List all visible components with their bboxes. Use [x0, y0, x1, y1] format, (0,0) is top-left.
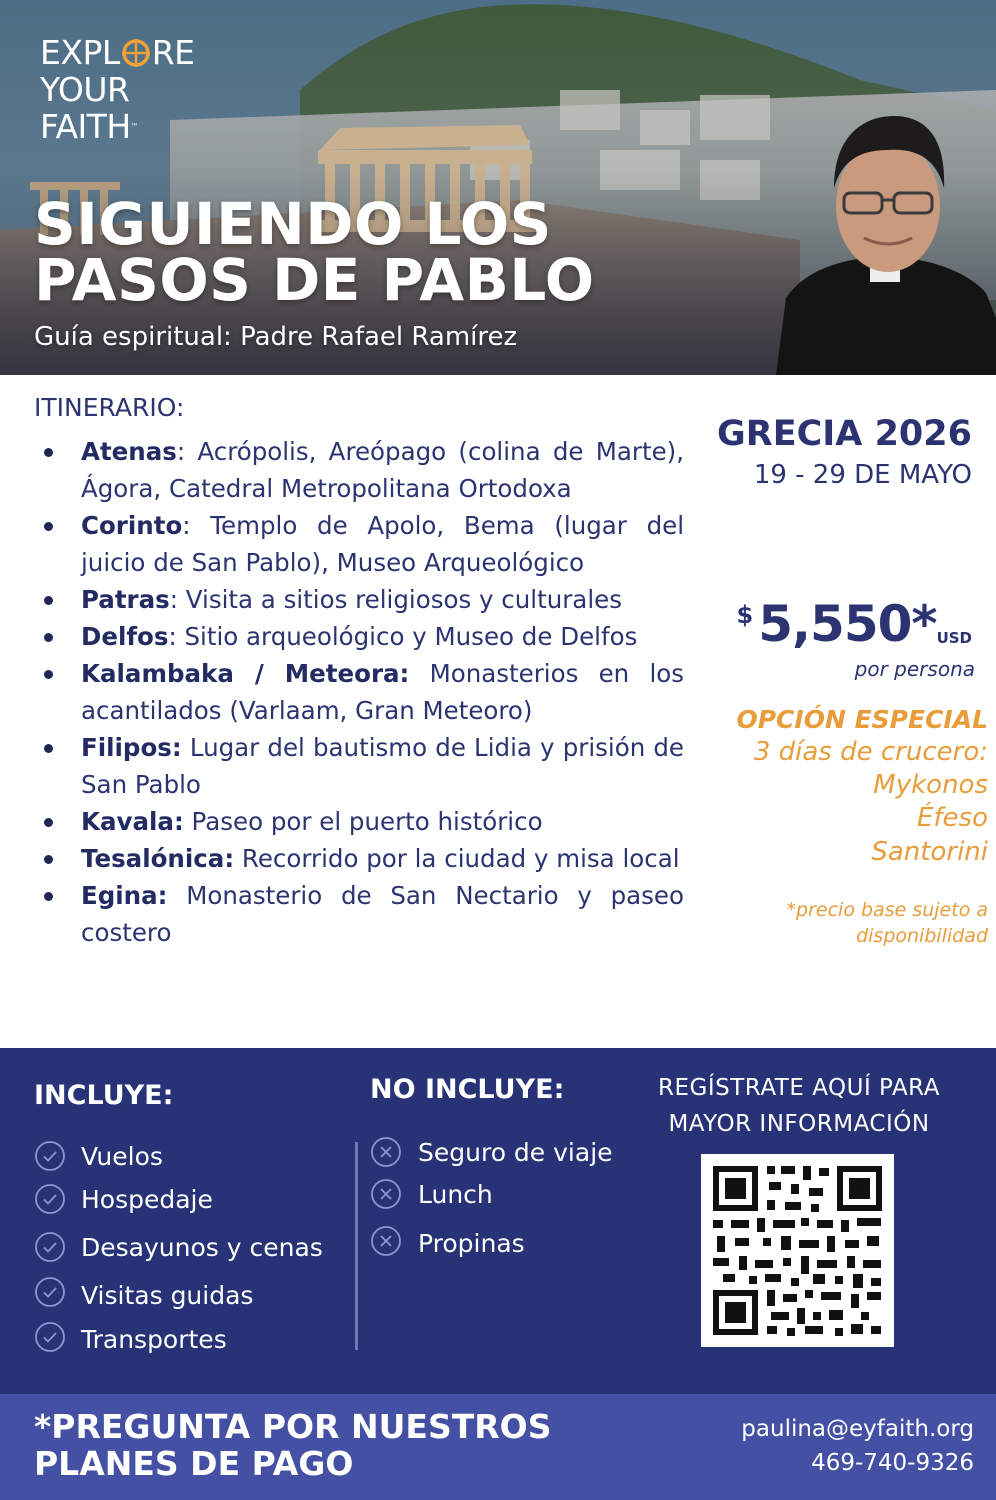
includes-heading: INCLUYE: [34, 1080, 174, 1111]
list-item: Tesalónica: Recorrido por la ciudad y misa local [40, 840, 684, 877]
priest-portrait [776, 88, 996, 375]
currency-symbol: $ [736, 601, 754, 629]
contact-phone[interactable]: 469-740-9326 [811, 1450, 974, 1476]
x-circle-icon [370, 1136, 402, 1168]
destination-title: GRECIA 2026 [717, 414, 972, 454]
compass-icon [121, 38, 151, 68]
register-prompt: REGÍSTRATE AQUÍ PARA MAYOR INFORMACIÓN [658, 1075, 940, 1137]
list-item: Egina: Monasterio de San Nectario y paseo costero [40, 877, 684, 951]
payment-plans-callout: *PREGUNTA POR NUESTROS PLANES DE PAGO [34, 1407, 552, 1483]
check-circle-icon [34, 1276, 66, 1308]
per-person-label: por persona [854, 657, 975, 681]
check-circle-icon [34, 1183, 66, 1215]
special-option-line: Mykonos [873, 770, 988, 800]
special-option-line: 3 días de crucero: [753, 737, 988, 767]
spiritual-guide-caption: Guía espiritual: Padre Rafael Ramírez [34, 322, 518, 352]
price-disclaimer: *precio base sujeto a disponibilidad [786, 899, 988, 947]
x-circle-icon [370, 1225, 402, 1257]
itinerary-list [40, 433, 684, 951]
price [700, 595, 972, 653]
qr-code[interactable] [701, 1154, 894, 1347]
trip-dates: 19 - 29 DE MAYO [753, 460, 972, 490]
contact-email[interactable]: paulina@eyfaith.org [741, 1416, 974, 1442]
column-divider [355, 1142, 358, 1350]
page-title: SIGUIENDO LOS PASOS DE PABLO [34, 190, 595, 314]
check-circle-icon [34, 1231, 66, 1263]
list-item: Delfos: Sitio arqueológico y Museo de Delfos [40, 618, 684, 655]
explore-your-faith-logo: EXPL RE YOUR FAITH™ [40, 33, 195, 146]
price-amount: 5,550* [758, 595, 937, 653]
contact-info [690, 1412, 974, 1480]
hero-banner [0, 0, 996, 375]
list-item: Kalambaka / Meteora: Monasterios en los acantilados (Varlaam, Gran Meteoro) [40, 655, 684, 729]
list-item: Filipos: Lugar del bautismo de Lidia y prisión de San Pablo [40, 729, 684, 803]
list-item: Patras: Visita a sitios religiosos y culturales [40, 581, 684, 618]
special-option-line: Santorini [871, 837, 988, 867]
list-item: Corinto: Templo de Apolo, Bema (lugar del juicio de San Pablo), Museo Arqueológico [40, 507, 684, 581]
x-circle-icon [370, 1178, 402, 1210]
list-item: Kavala: Paseo por el puerto histórico [40, 803, 684, 840]
check-circle-icon [34, 1321, 66, 1353]
check-circle-icon [34, 1140, 66, 1172]
excludes-heading: NO INCLUYE: [370, 1074, 565, 1105]
price-unit: USD [936, 629, 972, 647]
list-item: Atenas: Acrópolis, Areópago (colina de Marte), Ágora, Catedral Metropolitana Ortodoxa [40, 433, 684, 507]
special-option-line: Éfeso [916, 803, 988, 833]
itinerary-heading: ITINERARIO: [34, 393, 185, 422]
special-option-title: OPCIÓN ESPECIAL [736, 705, 988, 734]
